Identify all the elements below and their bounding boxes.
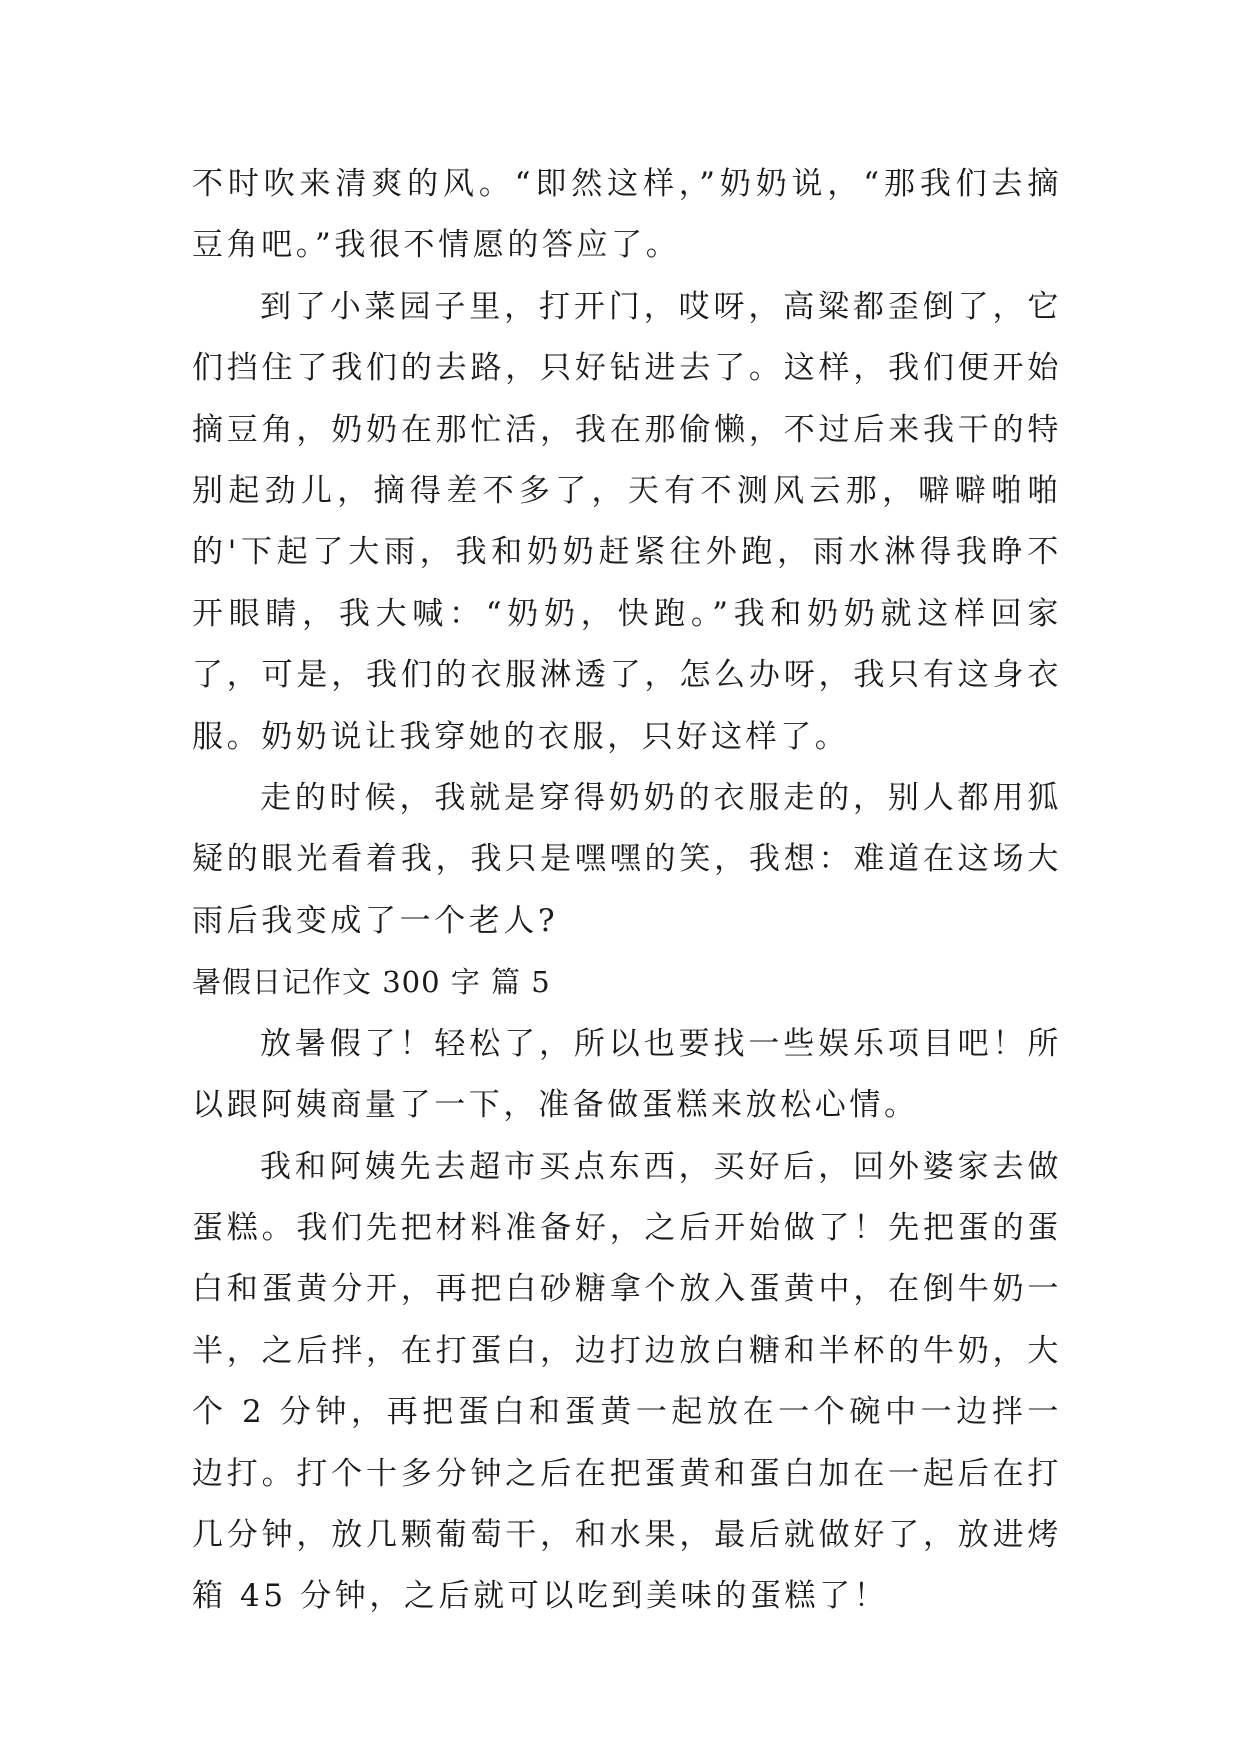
document-body: [192, 154, 1062, 1628]
paragraph-2: 到了小菜园子里，打开门，哎呀，高粱都歪倒了，它们挡住了我们的去路，只好钻进去了。这样，我们便开始摘豆角，奶奶在那忙活，我在那偷懒，不过后来我干的特别起劲儿，摘得差不多了，天有不测风云那，噼噼啪啪的'下起了大雨，我和奶奶赶紧往外跑，雨水淋得我睁不开眼睛，我大喊：“奶奶，快跑。”我和奶奶就这样回家了，可是，我们的衣服淋透了，怎么办呀，我只有这身衣服。奶奶说让我穿她的衣服，只好这样了。: [192, 288, 1062, 755]
section-paragraph-2: 我和阿姨先去超市买点东西，买好后，回外婆家去做蛋糕。我们先把材料准备好，之后开始做了！先把蛋的蛋白和蛋黄分开，再把白砂糖拿个放入蛋黄中，在倒牛奶一半，之后拌，在打蛋白，边打边放白糖和半杯的牛奶，大个 2 分钟，再把蛋白和蛋黄一起放在一个碗中一边拌一边打。打个十多分钟之后在把蛋黄和蛋白加在一起后在打几分钟，放几颗葡萄干，和水果，最后就做好了，放进烤箱 45 分钟，之后就可以吃到美味的蛋糕了！: [192, 1148, 1062, 1615]
section-heading: 暑假日记作文 300 字 篇 5: [192, 965, 551, 1000]
section-paragraph-1: 放暑假了！轻松了，所以也要找一些娱乐项目吧！所以跟阿姨商量了一下，准备做蛋糕来放松心情。: [192, 1025, 1062, 1124]
paragraph-1: 不时吹来清爽的风。“即然这样，”奶奶说，“那我们去摘豆角吧。”我很不情愿的答应了。: [192, 166, 1062, 264]
paragraph-3: 走的时候，我就是穿得奶奶的衣服走的，别人都用狐疑的眼光看着我，我只是嘿嘿的笑，我想：难道在这场大雨后我变成了一个老人?: [192, 780, 1062, 939]
